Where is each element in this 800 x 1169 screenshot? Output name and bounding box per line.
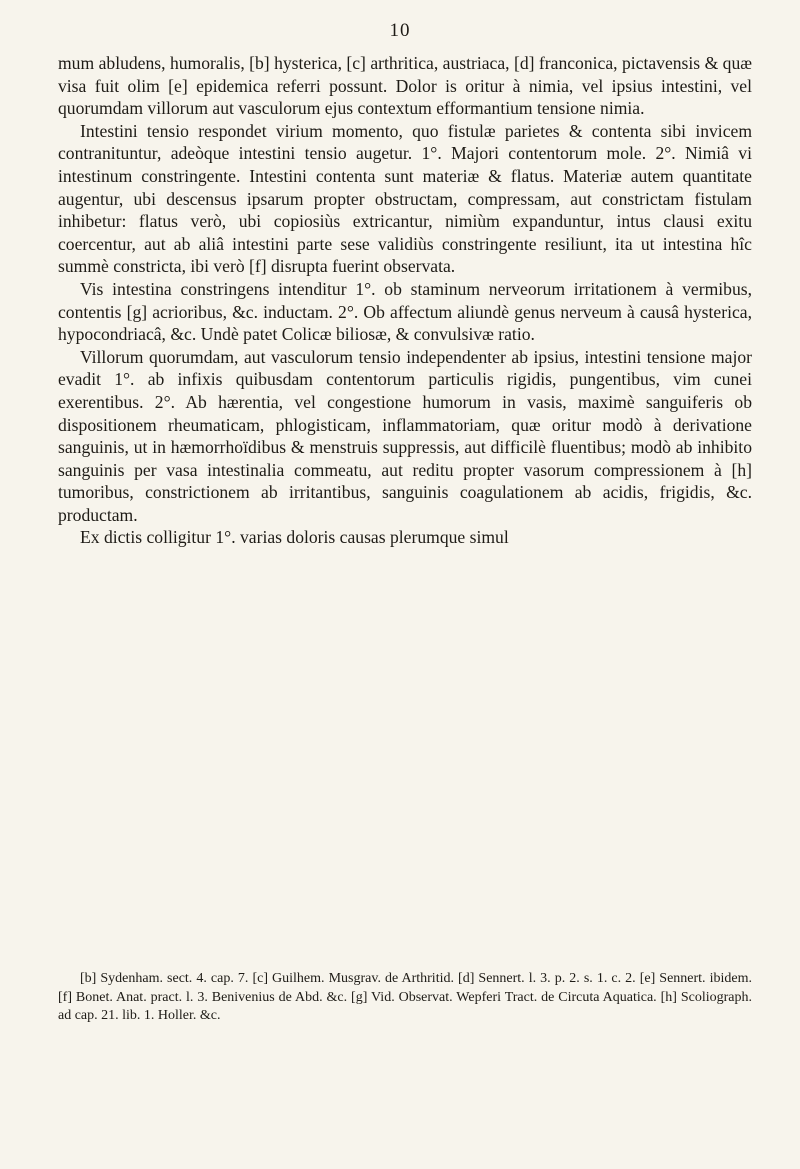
footnotes — [58, 970, 752, 1026]
body-text — [58, 52, 752, 549]
paragraph-3: Vis intestina constringens intenditur 1°. ob staminum nerveorum irritationem à vermibus, contentis [g] acrioribus, &c. inductam. 2°. Ob affectum aliundè genus nerveum à causâ hysterica, hypocondriacâ, &c. Undè patet Colicæ biliosæ, & convulsivæ ratio. — [58, 278, 752, 345]
paragraph-1: mum abludens, humoralis, [b] hysterica, [c] arthritica, austriaca, [d] franconica, pictavensis & quæ visa fuit olim [e] epidemica referri possunt. Dolor is oritur à nimia, vel ipsius intestini, vel quorumdam villorum aut vasculorum ejus contextum efformantium tensione nimia. — [58, 53, 752, 119]
paragraph-4: Villorum quorumdam, aut vasculorum tensio independenter ab ipsius, intestini tensione major evadit 1°. ab infixis quibusdam contentorum particulis rigidis, pungentibus, vim cunei exerentibus. 2°. Ab hærentia, vel congestione humorum in vasis, maximè sanguiferis ob dispositionem rheumaticam, phlogisticam, inflammatoriam, quæ oritur modò à derivatione sanguinis, ut in hæmorrhoïdibus & menstruis suppressis, aut difficilè fluentibus; modò ab inhibito sanguinis per vasa intestinalia commeatu, aut reditu propter vasorum compressionem à [h] tumoribus, constrictionem ab irritantibus, sanguinis coagulationem ab acidis, frigidis, &c. productam. — [58, 346, 752, 525]
footnote-block: [b] Sydenham. sect. 4. cap. 7. [c] Guilhem. Musgrav. de Arthritid. [d] Sennert. l. 3. p. 2. s. 1. c. 2. [e] Sennert. ibidem. [f] Bonet. Anat. pract. l. 3. Benivenius de Abd. &c. [g] Vid. Observat. Wepferi Tract. de Circuta Aquatica. [h] Scoliograph. ad cap. 21. lib. 1. Holler. &c. — [58, 971, 752, 1023]
page-number: 10 — [389, 20, 411, 41]
paragraph-5: Ex dictis colligitur 1°. varias doloris causas plerumque simul — [80, 527, 509, 548]
paragraph-2: Intestini tensio respondet virium momento, quo fistulæ parietes & contenta sibi invicem contranituntur, adeòque intestini tensio augetur. 1°. Majori contentorum mole. 2°. Nimiâ vi intestinum constringente. Intestini contenta sunt materiæ & flatus. Materiæ autem quantitate augentur, ubi descensus ipsarum propter obstructam, compressam, aut constrictam fistulam inhibetur: flatus verò, ubi copiosiùs extricantur, nimiùm expanduntur, intus clausi exitu coercentur, aut ab aliâ intestini parte sese validiùs constringente resiliunt, ita ut intestina hîc summè constricta, ibi verò [f] disrupta fuerint observata. — [58, 120, 752, 277]
